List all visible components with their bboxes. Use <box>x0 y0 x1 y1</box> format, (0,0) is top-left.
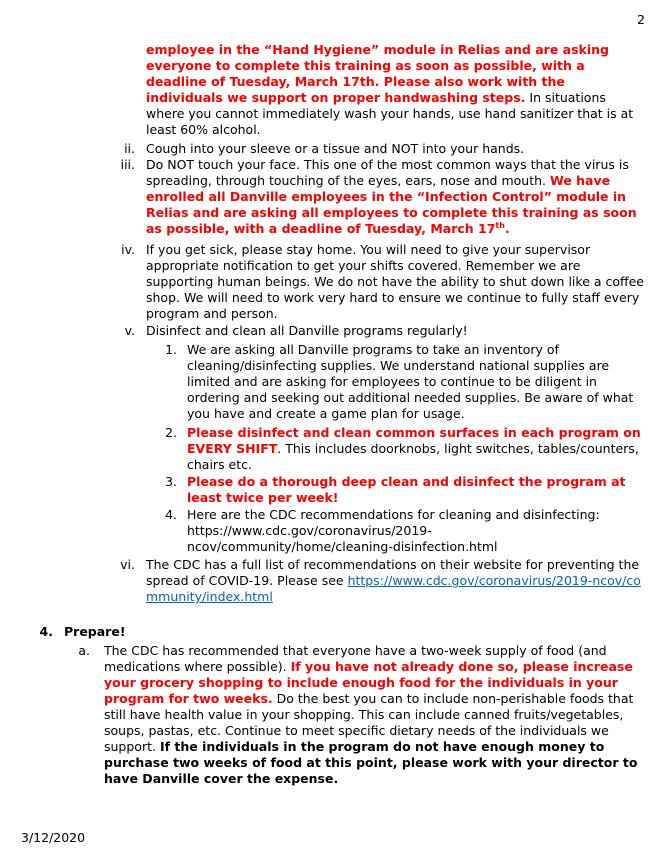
non-perishable-text: Do the best you can to include non-perishable foods that still have health value in your shopping. This can include canned fruits/vegetables, soups, pastas, etc. Continue to meet specific dietary needs of the individuals we support. <box>104 691 634 754</box>
two-week-supply-text: The CDC has recommended that everyone have a two-week supply of food (and medications where possible). <box>104 643 607 674</box>
list-marker-v4: 4. <box>165 507 177 522</box>
list-marker-v2: 2. <box>165 425 177 440</box>
deep-clean-notice: Please do a thorough deep clean and disinfect the program at least twice per week! <box>187 474 626 505</box>
ordinal-suffix: th <box>495 220 505 230</box>
list-item-v4 <box>187 507 642 555</box>
list-marker-v3: 3. <box>165 474 177 489</box>
list-item-iv <box>146 242 646 322</box>
funding-notice: If the individuals in the program do not have enough money to purchase two weeks of food at this point, please work with your director to have Danville cover the expense. <box>104 739 638 786</box>
every-shift-notice: Please disinfect and clean common surfaces in each program on EVERY SHIFT <box>187 425 641 456</box>
list-item-ii <box>146 141 646 157</box>
cdc-cleaning-url-part1: https://www.cdc.gov/coronavirus/2019- <box>187 523 432 538</box>
page-number: 2 <box>637 12 645 27</box>
list-item-v <box>146 323 646 339</box>
infection-control-end: . <box>504 221 510 236</box>
list-marker-iii: iii. <box>120 157 135 172</box>
list-item-4a <box>104 643 649 787</box>
list-marker-v1: 1. <box>165 342 177 357</box>
hand-hygiene-notice: employee in the “Hand Hygiene” module in Relias and are asking everyone to complete this training as soon as possible, with a deadline of Tuesday, March 17th. Please also work with the individuals we support on proper handwashing steps. <box>146 42 609 105</box>
list-marker-4a: a. <box>78 643 90 658</box>
cdc-cleaning-url-part2: ncov/community/home/cleaning-disinfection.html <box>187 539 498 554</box>
continued-paragraph <box>146 42 646 138</box>
cdc-recommendations-text: The CDC has a full list of recommendations on their website for preventing the spread of COVID-19. Please see <box>146 557 640 588</box>
section-4-heading: Prepare! <box>64 624 126 639</box>
sanitizer-text: In situations where you cannot immediately wash your hands, use hand sanitizer that is at least 60% alcohol. <box>146 90 634 137</box>
section-4-number: 4. <box>39 624 53 639</box>
surfaces-text: . This includes doorknobs, light switches, tables/counters, chairs etc. <box>187 441 639 472</box>
cdc-community-link[interactable]: https://www.cdc.gov/coronavirus/2019-ncov/community/index.html <box>146 573 641 604</box>
grocery-shopping-notice: If you have not already done so, please increase your grocery shopping to include enough food for the individuals in your program for two weeks. <box>104 659 633 706</box>
disinfect-heading: Disinfect and clean all Danville programs regularly! <box>146 323 468 338</box>
list-marker-ii: ii. <box>124 141 135 156</box>
list-item-v3 <box>187 474 642 506</box>
footer-date: 3/12/2020 <box>21 830 86 845</box>
inventory-text: We are asking all Danville programs to take an inventory of cleaning/disinfecting supplies. We understand national supplies are limited and are asking for employees to continue to be diligent in ordering and seeking out additional needed supplies. Be aware of what you have and create a game plan for usage. <box>187 342 634 421</box>
face-touch-text: Do NOT touch your face. This one of the most common ways that the virus is spreading, through touching of the eyes, ears, nose and mouth. <box>146 157 629 188</box>
list-item-v2 <box>187 425 642 473</box>
list-marker-v: v. <box>124 323 135 338</box>
stay-home-text: If you get sick, please stay home. You will need to give your supervisor appropriate notification to get your shifts covered. Remember we are supporting human beings. We do not have the ability to shut down like a coffee shop. We will need to work very hard to ensure we continue to fully staff every program and person. <box>146 242 644 321</box>
list-item-iii <box>146 157 646 237</box>
infection-control-text: We have enrolled all Danville employees in the “Infection Control” module in Relias and are asking all employees to complete this training as soon as possible, with a deadline of Tuesday, March 17 <box>146 173 637 236</box>
list-item-vi <box>146 557 646 605</box>
list-marker-vi: vi. <box>120 557 135 572</box>
list-marker-iv: iv. <box>121 242 135 257</box>
cdc-cleaning-text: Here are the CDC recommendations for cleaning and disinfecting: <box>187 507 600 522</box>
list-item-v1 <box>187 342 642 422</box>
cough-text: Cough into your sleeve or a tissue and NOT into your hands. <box>146 141 525 156</box>
